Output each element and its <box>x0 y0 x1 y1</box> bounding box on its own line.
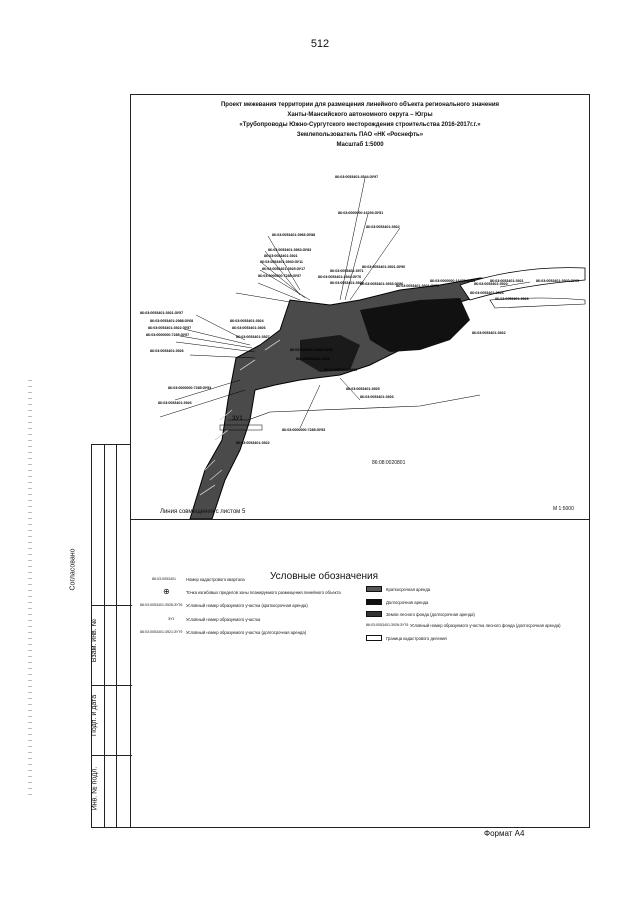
format-label: Формат А4 <box>484 829 525 838</box>
legend-right-code-4: 86:03:0053401:3926:ЗУ76 <box>366 623 409 627</box>
parcel-label: 86:03:0053401:3926 <box>158 401 192 405</box>
legend-left-code-4: ЗУ1 <box>168 617 175 621</box>
title-line-3: «Трубопроводы Южно-Сургутского месторождения строительства 2016-2017г.г.» <box>239 122 481 128</box>
legend-right-text-4: Условный номер образуемого участка лесного фонда (долгосрочная аренда) <box>410 623 561 628</box>
title-line-4: Землепользователь ПАО «НК «Роснефть» <box>296 132 424 138</box>
cadastral-boundary-swatch <box>366 635 382 641</box>
parcel-label: 86:03:0053401:3925 <box>346 387 380 391</box>
legend-left-text-1: Номер кадастрового квартала <box>186 577 245 582</box>
crosshair-point-icon: ⊕ <box>163 587 170 596</box>
legend-left-text-5: Условный номер образуемого участка (долгосрочная аренда) <box>186 630 307 635</box>
parcel-label: 86:03:0053401:3922 <box>472 331 506 335</box>
parcel-label: 86:03:0053401:3921 <box>264 254 298 258</box>
legend-right-text-2: Долгосрочная аренда <box>386 600 429 605</box>
match-line-label: Линия совмещения с листом 5 <box>160 509 246 515</box>
parcel-label: 86:03:0000000:16293:ЗУ51 <box>338 211 384 215</box>
map-divider <box>131 519 589 520</box>
short-term-lease-swatch <box>366 586 382 592</box>
parcel-label: 86:03:0053401:3924 <box>230 319 264 323</box>
parcel-label: 86:03:0053401:3944:ЗУ76 <box>318 275 362 279</box>
parcel-label: 86:03:0053401:3922 <box>366 225 400 229</box>
parcel-label: 86:03:0000000:7285:ЗУ57 <box>258 274 302 278</box>
parcel-label: 86:03:0000000:7285:ЗУ53 <box>282 428 326 432</box>
parcel-label: 86:03:0053401:3926 <box>232 326 266 330</box>
legend-left-text-4: Условный номер образуемого участка <box>186 617 261 622</box>
parcel-label: 86:03:0053401:3963:ЗУ83 <box>268 248 312 252</box>
side-stamp-agreed: Согласовано <box>69 548 77 591</box>
parcel-label: 86:03:0053401:3920 <box>474 282 508 286</box>
side-stamp-inv-orig: Инв. № подл. <box>91 766 99 811</box>
page-number: 512 <box>310 38 330 50</box>
forest-fund-swatch <box>366 611 382 617</box>
title-line-2: Ханты-Мансийского автономного округа – Югры <box>287 112 433 118</box>
parcel-label: 86:03:0000000:7285:ЗУ57 <box>146 333 190 337</box>
parcel-label: 86:03:0053401:3922:ЗУ57 <box>148 326 192 330</box>
parcel-label: 86:03:0053401:3922 <box>330 281 364 285</box>
parcel-label: 86:03:0053401:3926 <box>470 291 504 295</box>
parcel-label: 86:03:0000000:16472:ЗУ61 <box>430 279 476 283</box>
parcel-label: 86:03:0053401:3966:ЗУ88 <box>272 233 316 237</box>
title-line-5: Масштаб 1:5000 <box>336 142 384 148</box>
parcel-label: 86:03:0053401:3921 <box>490 279 524 283</box>
parcel-label: 86:03:0053401:3924:ЗУ90 <box>290 348 334 352</box>
parcel-label: 86:03:0053401:3926 <box>150 349 184 353</box>
parcel-label: 86:03:0000000:7285:ЗУ53 <box>168 386 212 390</box>
legend-title: Условные обозначения <box>270 571 379 582</box>
scan-edge-dots <box>28 380 32 800</box>
map-drawing <box>131 95 589 519</box>
parcel-label: 86:03:0053401:3921:ЗУ57 <box>140 311 184 315</box>
parcel-label: 86:03:0053401:3926 <box>360 395 394 399</box>
parcel-label: 86:03:0053401:3920:ЗУ69 <box>536 279 580 283</box>
parcel-label: 86:03:0053401:3971 <box>330 269 364 273</box>
cadastral-block-label: 86:08:0020801 <box>372 460 406 466</box>
parcel-label: 86:03:0053401:3925:ЗУ17 <box>262 267 306 271</box>
parcel-label: 86:03:0053401:3921:ЗУ90 <box>362 265 406 269</box>
parcel-label: 86:03:0053401:3927 <box>324 368 358 372</box>
legend-left-code-5: 86:03:0053401:3921:ЗУ79 <box>140 630 183 634</box>
side-stamp-inv-no: Взам. инв. № <box>91 618 99 663</box>
parcel-label: 86:03:0053401:3921:ЗУ79 <box>396 284 440 288</box>
side-stamp-sign-date: Подп. и дата <box>91 694 99 737</box>
parcel-label: 86:03:0053401:3926 <box>495 297 529 301</box>
parcel-label: 86:03:0053401:3940:ЗУ11 <box>260 260 303 264</box>
parcel-label: 86:03:0053401:2988:ЗУ68 <box>150 319 194 323</box>
cadastral-boundary <box>228 395 480 420</box>
legend-left-code-3: 86:03:0053401:3926:ЗУ76 <box>140 603 183 607</box>
parcel-label: 86:03:0053401:3927 <box>236 335 270 339</box>
parcel-label: 86:03:0053401:3923 <box>296 357 330 361</box>
legend-right-text-3: Земли лесного фонда (долгосрочная аренда) <box>386 612 475 617</box>
legend-left-code-1: 86:03:0053401 <box>152 577 176 581</box>
legend-right-text-5: Граница кадастрового деления <box>386 636 447 641</box>
map-scale-note: М 1:5000 <box>553 506 574 512</box>
legend-left-text-3: Условный номер образуемого участка (краткосрочная аренда) <box>186 603 308 608</box>
legend-left-text-2: Точка изгибовых пределов зоны планируемого размещения линейного объекта <box>186 590 341 595</box>
title-line-1: Проект межевания территории для размещения линейного объекта регионального значения <box>220 102 500 108</box>
parcel-label: 86:03:0053401:3544:ЗУ97 <box>335 175 379 179</box>
parcel-label: 86:03:0053401:3922 <box>236 441 270 445</box>
long-term-lease-swatch <box>366 599 382 605</box>
parcel-label: 86:03:0053401:3933:ЗУ96 <box>360 282 404 286</box>
legend-right-text-1: Краткосрочная аренда <box>386 587 431 592</box>
zone-marker-label: ЗУ1 <box>232 416 243 422</box>
